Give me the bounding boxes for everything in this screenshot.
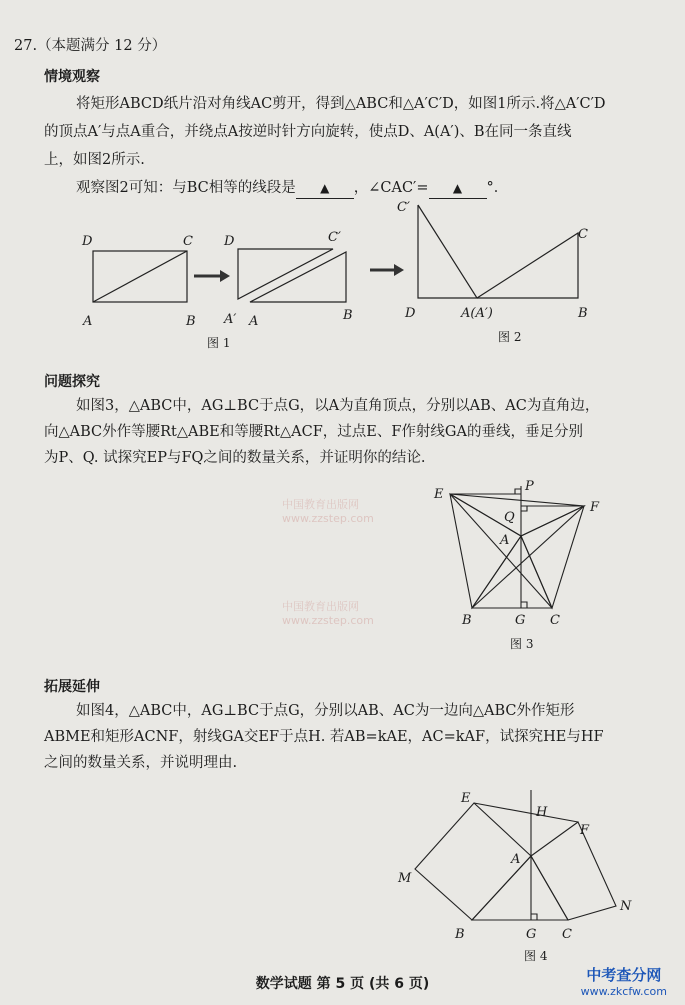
fig4-label-E: E: [461, 791, 471, 806]
fig4-label-B: B: [455, 927, 465, 942]
problem-number: 27.: [14, 38, 38, 54]
brand-name: 中考查分网: [586, 966, 662, 984]
fig2-label-B: B: [578, 306, 588, 321]
fig4-right-angle-G: [531, 914, 537, 920]
fig2-drawing: [418, 205, 578, 298]
watermark-2-url: www.zzstep.com: [282, 614, 374, 627]
watermark-2: [282, 598, 374, 627]
fig4-EF: [474, 803, 578, 822]
figure-1-caption: 图 1: [207, 336, 231, 350]
brand-url: www.zkcfw.com: [580, 985, 667, 998]
fig3-label-B: B: [462, 613, 472, 628]
s1-line-3: 上，如图2所示.: [44, 152, 145, 168]
figure-3-caption: 图 3: [510, 637, 534, 651]
s1-line-1: 将矩形ABCD纸片沿对角线AC剪开，得到△ABC和△A′C′D，如图1所示.将△A′C′D: [76, 96, 606, 112]
fig3-label-E: E: [434, 487, 444, 502]
problem-header: [14, 36, 166, 56]
fig3-right-angle-P: [515, 489, 521, 494]
fig1-label-C: C: [183, 234, 193, 249]
brand-logo: [581, 964, 667, 998]
watermark-1-url: www.zzstep.com: [282, 512, 374, 525]
s2-line-1: 如图3，△ABC中，AG⊥BC于点G，以A为直角顶点，分别以AB、AC为直角边，: [76, 398, 600, 414]
s1-line-4-b: ，∠CAC′=: [353, 180, 429, 196]
s3-line-1: 如图4，△ABC中，AG⊥BC于点G，分别以AB、AC为一边向△ABC外作矩形: [76, 703, 575, 719]
figure-2-caption: 图 2: [498, 330, 522, 344]
fig3-right-angle-G: [521, 602, 527, 608]
s2-line-2: 向△ABC外作等腰Rt△ABE和等腰Rt△ACF，过点E、F作射线GA的垂线，垂足分别: [44, 424, 583, 440]
s3-line-2: ABME和矩形ACNF，射线GA交EF于点H. 若AB=kAE，AC=kAF，试探究HE与HF: [44, 729, 604, 745]
fig1-label-B: B: [186, 314, 196, 329]
fig1-label-D2: D: [224, 234, 235, 249]
s1-line-4-a: 观察图2可知：与BC相等的线段是: [76, 180, 296, 196]
fig4-label-C: C: [562, 927, 572, 942]
figure-4: [390, 786, 650, 966]
section-title-observation: 情境观察: [44, 69, 100, 85]
fig1-label-A: A: [83, 314, 93, 329]
fig3-EC: [450, 494, 552, 608]
fig1-label-B2: B: [343, 308, 353, 323]
watermark-2-text: 中国教育出版网: [282, 600, 359, 613]
fig3-label-C: C: [550, 613, 560, 628]
figure-1-2: [0, 195, 685, 355]
fig2-label-C: C: [578, 227, 588, 242]
answer-blank-2: ▲: [429, 178, 487, 199]
fig2-label-A-A-prime: A(A′): [461, 306, 493, 321]
page-footer: 数学试题 第 5 页 (共 6 页): [255, 976, 430, 992]
fig4-rect-ACNF: [531, 822, 616, 920]
watermark-1: [282, 496, 374, 525]
figure-3: [420, 478, 620, 658]
fig4-label-F: F: [580, 823, 590, 838]
watermark-1-text: 中国教育出版网: [282, 498, 359, 511]
fig3-FB: [472, 506, 584, 608]
fig1-label-A-prime: A′: [224, 312, 237, 327]
fig1-arrow-1: [194, 270, 230, 282]
section-title-exploration: 问题探究: [44, 374, 100, 390]
section-title-extension: 拓展延伸: [44, 679, 100, 695]
fig4-label-N: N: [620, 899, 632, 914]
fig4-label-H: H: [536, 805, 548, 820]
fig1-arrow-2: [370, 264, 404, 276]
fig3-right-angle-Q: [521, 506, 527, 511]
s1-line-2: 的顶点A′与点A重合，并绕点A按逆时针方向旋转，使点D、A(A′)、B在同一条直线: [44, 124, 572, 140]
fig1-label-D: D: [82, 234, 93, 249]
s3-line-3: 之间的数量关系，并说明理由.: [44, 755, 238, 771]
fig4-label-G: G: [526, 927, 537, 942]
fig4-label-A: A: [511, 852, 521, 867]
answer-blank-1: ▲: [296, 178, 354, 199]
fig2-label-C-prime: C′: [397, 200, 410, 215]
score-note: （本题满分 12 分）: [37, 38, 167, 54]
fig3-label-G: G: [515, 613, 526, 628]
fig3-label-F: F: [590, 500, 600, 515]
s2-line-3: 为P、Q. 试探究EP与FQ之间的数量关系，并证明你的结论.: [44, 450, 426, 466]
fig1-rect-1: [93, 251, 187, 302]
fig1-split-triangles: [238, 249, 346, 302]
figure-4-caption: 图 4: [524, 949, 548, 963]
fig2-label-D: D: [405, 306, 416, 321]
fig4-label-M: M: [398, 871, 412, 886]
fig3-label-Q: Q: [504, 510, 515, 525]
fig3-triangle-ACF: [521, 506, 584, 608]
fig3-label-A: A: [500, 533, 510, 548]
fig3-label-P: P: [525, 479, 534, 494]
fig1-label-C-prime: C′: [328, 230, 341, 245]
fig1-label-A2: A: [249, 314, 259, 329]
s1-line-4-c: °．: [486, 180, 509, 196]
